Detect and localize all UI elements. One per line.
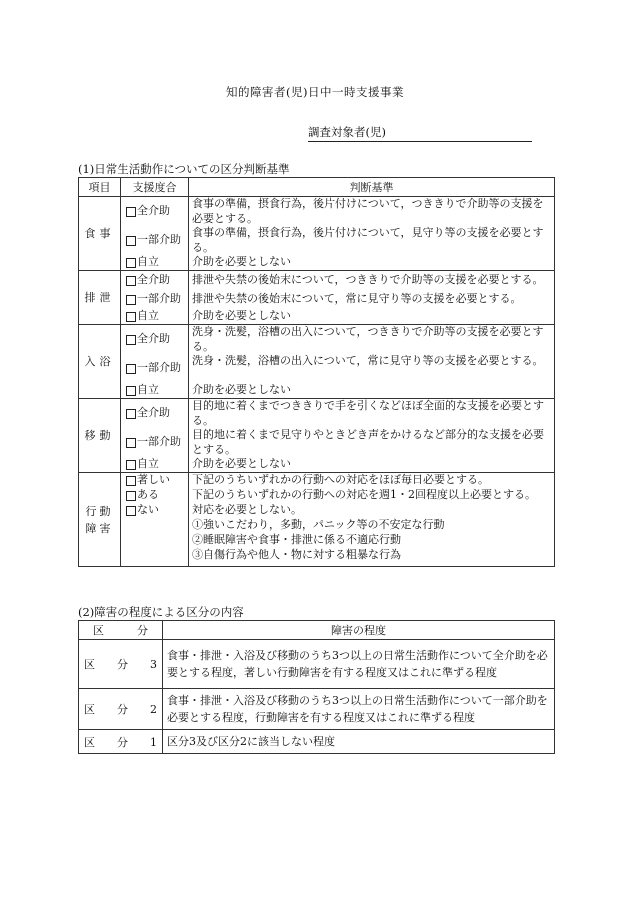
degree-label: 自立 bbox=[137, 383, 159, 397]
degree-label: 全介助 bbox=[137, 273, 170, 287]
header-criteria: 判断基準 bbox=[189, 178, 555, 197]
criteria-text: 食事の準備，摂食行為，後片付けについて，見守り等の支援を必要とする。 bbox=[192, 226, 544, 254]
degree-option[interactable] bbox=[121, 309, 188, 324]
level-desc: 区分3及び区分2に該当しない程度 bbox=[163, 730, 555, 754]
degree-option[interactable] bbox=[121, 271, 188, 290]
criteria-text: 排泄や失禁の後始末について，常に見守り等の支援を必要とする。 bbox=[192, 292, 522, 306]
checkbox-icon[interactable] bbox=[126, 236, 136, 246]
degree-option[interactable] bbox=[121, 473, 188, 488]
item-label bbox=[79, 473, 121, 567]
checkbox-icon[interactable] bbox=[126, 506, 136, 516]
criteria-text: 介助を必要としない bbox=[192, 309, 291, 323]
criteria-text: 食事の準備，摂食行為，後片付けについて，つききりで介助等の支援を必要とする。 bbox=[192, 197, 544, 225]
criteria-text: ①強いこだわり，多動，パニック等の不安定な行動 bbox=[192, 518, 445, 532]
degree-label: 一部介助 bbox=[137, 361, 181, 375]
degree-option[interactable] bbox=[121, 503, 188, 518]
header-item: 項目 bbox=[79, 178, 121, 197]
item-label: 入浴 bbox=[79, 325, 121, 399]
group-bathing bbox=[79, 325, 555, 399]
degree-label: 自立 bbox=[137, 309, 159, 323]
level-row bbox=[79, 730, 555, 754]
group-meal bbox=[79, 197, 555, 271]
criteria-text: 対応を必要としない。 bbox=[192, 503, 302, 517]
checkbox-icon[interactable] bbox=[126, 409, 136, 419]
criteria-text: 排泄や失禁の後始末について，つききりで介助等の支援を必要とする。 bbox=[192, 273, 544, 287]
checkbox-icon[interactable] bbox=[126, 258, 136, 268]
checkbox-icon[interactable] bbox=[126, 460, 136, 470]
group-behavior-disorder bbox=[79, 473, 555, 567]
degree-option[interactable] bbox=[121, 488, 188, 503]
degree-label: 一部介助 bbox=[137, 233, 181, 247]
item-label: 食事 bbox=[79, 197, 121, 271]
level-header-row bbox=[79, 621, 555, 640]
level-table bbox=[78, 620, 555, 754]
degree-option[interactable] bbox=[121, 226, 188, 255]
criteria-cell bbox=[189, 473, 555, 567]
criteria-text: 目的地に着くまでつききりで手を引くなどほぼ全面的な支援を必要とする。 bbox=[192, 399, 544, 427]
checkbox-icon[interactable] bbox=[126, 476, 136, 486]
checkbox-icon[interactable] bbox=[126, 312, 136, 322]
kubun-label: 区 分 1 bbox=[79, 730, 163, 754]
criteria-text: ②睡眠障害や食事・排泄に係る不適応行動 bbox=[192, 533, 401, 547]
degree-label: 全介助 bbox=[137, 204, 170, 218]
criteria-cell bbox=[189, 325, 555, 399]
checkbox-icon[interactable] bbox=[126, 335, 136, 345]
level-row bbox=[79, 689, 555, 730]
checkbox-icon[interactable] bbox=[126, 386, 136, 396]
checkbox-icon[interactable] bbox=[126, 491, 136, 501]
header-degree: 支援度合 bbox=[121, 178, 189, 197]
degree-label: ある bbox=[137, 488, 159, 502]
degree-cell bbox=[121, 271, 189, 325]
degree-label: ない bbox=[137, 503, 159, 517]
criteria-text: 洗身・洗髪，浴槽の出入について，つききりで介助等の支援を必要とする。 bbox=[192, 325, 544, 353]
degree-cell bbox=[121, 473, 189, 567]
degree-option[interactable] bbox=[121, 354, 188, 383]
criteria-text: 下記のうちいずれかの行動への対応をほぼ毎日必要とする。 bbox=[192, 473, 489, 487]
degree-option[interactable] bbox=[121, 290, 188, 309]
degree-label: 全介助 bbox=[137, 406, 170, 420]
degree-label: 著しい bbox=[137, 473, 170, 487]
checkbox-icon[interactable] bbox=[126, 207, 136, 217]
criteria-text: 介助を必要としない bbox=[192, 255, 291, 269]
section2-heading: (2)障害の程度による区分の内容 bbox=[78, 605, 244, 619]
kubun-label: 区 分 2 bbox=[79, 689, 163, 730]
criteria-text: 洗身・洗髪，浴槽の出入について，常に見守り等の支援を必要とする。 bbox=[192, 354, 544, 367]
item-label: 移動 bbox=[79, 399, 121, 473]
criteria-text: 介助を必要としない bbox=[192, 457, 291, 471]
subject-name-field[interactable]: 調査対象者(児) bbox=[308, 124, 532, 142]
document-title: 知的障害者(児)日中一時支援事業 bbox=[226, 85, 404, 99]
checkbox-icon[interactable] bbox=[126, 438, 136, 448]
degree-option[interactable] bbox=[121, 325, 188, 354]
criteria-text: 下記のうちいずれかの行動への対応を週1・2回程度以上必要とする。 bbox=[192, 488, 536, 502]
criteria-cell bbox=[189, 271, 555, 325]
degree-cell bbox=[121, 197, 189, 271]
degree-label: 全介助 bbox=[137, 332, 170, 346]
criteria-text: 目的地に着くまで見守りやときどき声をかけるなど部分的な支援を必要とする。 bbox=[192, 428, 544, 456]
section1-heading: (1)日常生活動作についての区分判断基準 bbox=[78, 162, 290, 176]
item-label-text: 行動 障害 bbox=[85, 504, 114, 535]
group-excretion bbox=[79, 271, 555, 325]
degree-option[interactable] bbox=[121, 399, 188, 428]
degree-label: 一部介助 bbox=[137, 292, 181, 306]
degree-option[interactable] bbox=[121, 255, 188, 270]
header-kubun: 区 分 bbox=[79, 621, 163, 640]
criteria-text: 介助を必要としない bbox=[192, 383, 291, 397]
item-label: 排泄 bbox=[79, 271, 121, 325]
checkbox-icon[interactable] bbox=[126, 276, 136, 286]
level-row bbox=[79, 640, 555, 689]
checkbox-icon[interactable] bbox=[126, 364, 136, 374]
criteria-header-row bbox=[79, 178, 555, 197]
criteria-cell bbox=[189, 399, 555, 473]
degree-label: 自立 bbox=[137, 457, 159, 471]
degree-option[interactable] bbox=[121, 428, 188, 457]
criteria-text: ③自傷行為や他人・物に対する粗暴な行為 bbox=[192, 548, 401, 562]
level-desc: 食事・排泄・入浴及び移動のうち3つ以上の日常生活動作について全介助を必要とする程度，著しい行動障害を有する程度又はこれに準ずる程度 bbox=[163, 640, 555, 689]
level-desc: 食事・排泄・入浴及び移動のうち3つ以上の日常生活動作について一部介助を必要とする程度，行動障害を有する程度又はこれに準ずる程度 bbox=[163, 689, 555, 730]
degree-cell bbox=[121, 325, 189, 399]
kubun-label: 区 分 3 bbox=[79, 640, 163, 689]
criteria-table bbox=[78, 177, 555, 567]
degree-option[interactable] bbox=[121, 383, 188, 398]
group-mobility bbox=[79, 399, 555, 473]
degree-label: 自立 bbox=[137, 255, 159, 269]
checkbox-icon[interactable] bbox=[126, 295, 136, 305]
criteria-cell bbox=[189, 197, 555, 271]
degree-option[interactable] bbox=[121, 457, 188, 472]
degree-cell bbox=[121, 399, 189, 473]
degree-label: 一部介助 bbox=[137, 435, 181, 449]
degree-option[interactable] bbox=[121, 197, 188, 226]
header-level: 障害の程度 bbox=[163, 621, 555, 640]
